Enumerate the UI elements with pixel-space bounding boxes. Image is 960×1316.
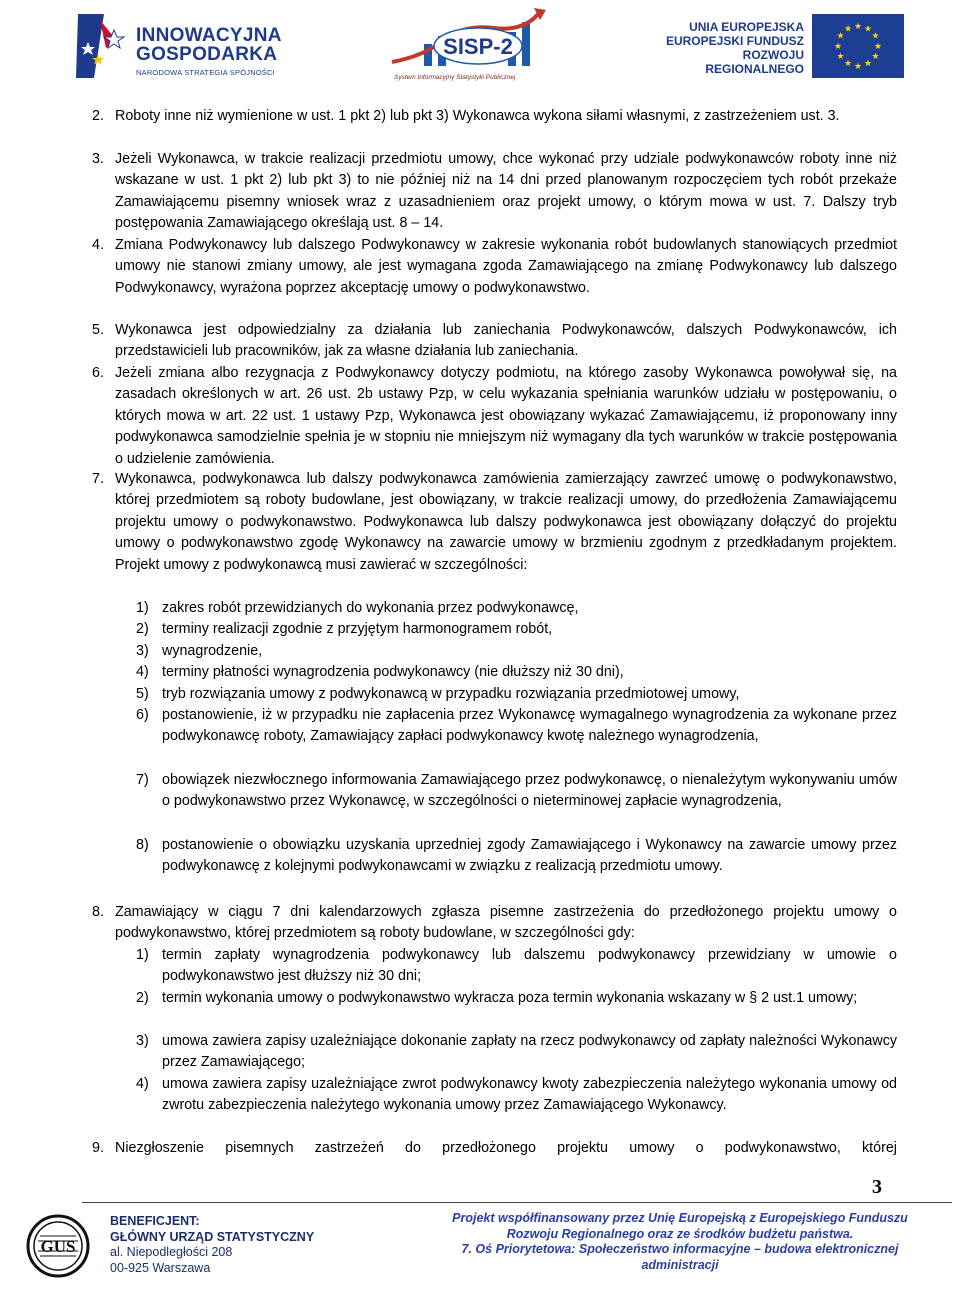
sub-item-number: 3) (136, 642, 149, 659)
ig-title-line1: INNOWACYJNA (136, 25, 282, 46)
svg-text:★: ★ (836, 31, 845, 42)
ue-line1: UNIA EUROPEJSKA (689, 20, 804, 34)
page-header (0, 0, 960, 92)
item-number: 3. (92, 151, 104, 167)
item-text: Jeżeli Wykonawca, w trakcie realizacji przedmiotu umowy, chce wykonać przy udziale podwykonawców roboty inne niż wskazane w ust. 1 pkt 2) lub pkt 3) to nie później niż na 14 dni przed planowanym rozpoczęciem tych robót przekaże Zamawiającemu pisemny wniosek wraz z uzasadnieniem oraz projekt umowy, o którym mowa w ust. 7. Dalszy tryb postępowania Zamawiającego określają ust. 8 – 14. (115, 151, 897, 232)
sub-item-number: 4) (136, 1076, 149, 1092)
sub-item-number: 6) (136, 707, 149, 723)
sub-item-text: terminy realizacji zgodnie z przyjętym harmonogramem robót, (162, 621, 553, 638)
beneficiary-label: BENEFICJENT: (110, 1214, 200, 1228)
eu-logo (646, 14, 908, 82)
item-text: Wykonawca jest odpowiedzialny za działania lub zaniechania Podwykonawców, dalszych Podwykonawców, ich przedstawicieli lub pracowników, jak za własne działania lub zaniechania. (115, 322, 897, 360)
svg-text:★: ★ (843, 59, 853, 69)
svg-text:★: ★ (863, 59, 873, 69)
cofinancing-line-4: administracji (641, 1257, 719, 1272)
sub-item-number: 8) (136, 837, 149, 853)
item-text: Zamawiający w ciągu 7 dni kalendarzowych zgłasza pisemne zastrzeżenia do przedłożonego projektu umowy o podwykonawstwo, której przedmiotem są roboty budowlane, w szczególności gdy: (115, 904, 897, 942)
sub-item-text: postanowienie o obowiązku uzyskania uprzedniej zgody Zamawiającego i Wykonawcy na zawarcie umowy przez podwykonawcę z kolejnymi podwykonawcami w związku z realizacją przedmiotu umowy. (162, 837, 897, 875)
sisp-2-logo (384, 6, 554, 86)
cofinancing-note (430, 1211, 930, 1273)
sisp-chart-icon (384, 6, 554, 74)
item-number: 4. (92, 237, 104, 253)
innowacyjna-gospodarka-logo (74, 12, 304, 82)
sub-item-number: 2) (136, 990, 149, 1006)
ue-line3: ROZWOJU REGIONALNEGO (705, 48, 804, 76)
sisp-subtitle: System Informacyjny Statystyki Publicznej (394, 74, 516, 81)
svg-text:★: ★ (871, 52, 880, 62)
svg-text:★: ★ (871, 31, 880, 42)
item-number: 9. (92, 1140, 104, 1156)
beneficiary-address-1: al. Niepodległości 208 (110, 1245, 233, 1259)
sub-item-number: 5) (136, 685, 149, 702)
gus-logo-icon (26, 1214, 90, 1278)
item-number: 6. (92, 365, 104, 381)
ig-title-line2: GOSPODARKA (136, 44, 278, 65)
sub-item-text: terminy płatności wynagrodzenia podwykonawcy (nie dłuższy niż 30 dni), (162, 664, 624, 681)
svg-text:★: ★ (836, 52, 845, 62)
ue-line2: EUROPEJSKI FUNDUSZ (665, 34, 804, 48)
item-text: Niezgłoszenie pisemnych zastrzeżeń do przedłożonego projektu umowy o podwykonawstwo, której (115, 1140, 897, 1156)
sub-item-text: umowa zawiera zapisy uzależniające dokonanie zapłaty na rzecz podwykonawcy od zapłaty należności Wykonawcy przez Zamawiającego; (162, 1033, 897, 1071)
item-number: 7. (92, 471, 104, 487)
cofinancing-line-1: Projekt współfinansowany przez Unię Europejską z Europejskiego Funduszu (452, 1211, 908, 1225)
sub-item-number: 2) (136, 621, 149, 638)
item-number: 5. (92, 322, 104, 338)
beneficiary-name: GŁÓWNY URZĄD STATYSTYCZNY (110, 1229, 315, 1244)
sub-item-text: termin wykonania umowy o podwykonawstwo wykracza poza termin wykonania wskazany w § 2 ust.1 umowy; (162, 990, 858, 1006)
sub-item-text: tryb rozwiązania umowy z podwykonawcą w przypadku rozwiązania przedmiotowej umowy, (162, 685, 740, 702)
beneficiary-block (110, 1214, 314, 1276)
sub-item-number: 3) (136, 1033, 149, 1049)
cofinancing-line-2: Rozwoju Regionalnego oraz ze środków budżetu państwa. (506, 1226, 854, 1241)
svg-text:★: ★ (853, 22, 863, 32)
item-number: 2. (92, 108, 104, 124)
svg-text:★: ★ (863, 24, 873, 35)
item-text: Jeżeli zmiana albo rezygnacja z Podwykonawcy dotyczy podmiotu, na którego zasoby Wykonawca powoływał się, na zasadach określonych w art. 26 ust. 2b ustawy Pzp, w celu wykazania spełniania warunków udziału w postępowaniu, o których mowa w art. 22 ust. 1 ustawy Pzp, Wykonawca jest obowiązany wykazać Zamawiającemu, iż proponowany inny podwykonawca samodzielnie spełnia je w stopniu nie mniejszym niż wymagany dla tych warunków w trakcie postępowania o udzielenie zamówienia. (115, 365, 897, 467)
svg-text:★: ★ (873, 42, 883, 52)
sub-item-text: zakres robót przewidzianych do wykonania przez podwykonawcę, (162, 600, 579, 616)
sub-item-text: obowiązek niezwłocznego informowania Zamawiającego przez podwykonawcę, o nienależytym wykonywaniu umów o podwykonawstwo przez Wykonawcę, w szczególności o nieterminowej zapłacie wynagrodzenia, (162, 772, 897, 810)
ig-emblem-icon (74, 12, 132, 82)
cofinancing-line-3: 7. Oś Priorytetowa: Społeczeństwo informacyjne – budowa elektronicznej (461, 1242, 899, 1256)
sub-item-text: umowa zawiera zapisy uzależniające zwrot podwykonawcy kwoty zabezpieczenia należytego wykonania umowy od zwrotu zabezpieczenia należytego wykonania umowy przez Zamawiającego Wykonawcy. (162, 1076, 897, 1114)
svg-text:★: ★ (833, 42, 843, 52)
sub-item-number: 1) (136, 600, 149, 616)
footer-divider (82, 1202, 952, 1203)
sub-item-number: 7) (136, 772, 149, 788)
sub-item-text: postanowienie, iż w przypadku nie zapłacenia przez Wykonawcę wymagalnego wynagrodzenia za wykonane przez podwykonawcę roboty, Zamawiający zapłaci podwykonawcy kwotę należnego wynagrodzenia, (162, 707, 897, 745)
item-number: 8. (92, 904, 104, 920)
svg-text:★: ★ (843, 24, 853, 35)
beneficiary-address-2: 00-925 Warszawa (110, 1260, 211, 1275)
gus-logo-text: GUS (40, 1237, 76, 1256)
eu-flag-icon (812, 14, 904, 78)
sub-item-text: termin zapłaty wynagrodzenia podwykonawcy lub dalszemu podwykonawcy przewidziany w umowie o podwykonawstwo jest dłuższy niż 30 dni; (162, 947, 897, 985)
svg-text:★: ★ (853, 62, 863, 72)
page-number: 3 (872, 1176, 882, 1198)
sisp-title: SISP-2 (443, 34, 513, 59)
item-text: Roboty inne niż wymienione w ust. 1 pkt 2) lub pkt 3) Wykonawca wykona siłami własnymi, z zastrzeżeniem ust. 3. (115, 108, 840, 124)
sub-item-number: 1) (136, 947, 149, 963)
sub-item-number: 4) (136, 664, 149, 681)
item-text: Wykonawca, podwykonawca lub dalszy podwykonawca zamówienia zamierzający zawrzeć umowę o podwykonawstwo, której przedmiotem są roboty budowlane, jest obowiązany, w trakcie realizacji umowy, do przedłożenia Zamawiającemu projektu umowy o podwykonawstwo. Podwykonawca lub dalszy podwykonawca jest obowiązany dołączyć do projektu umowy o podwykonawstwo zgodę Wykonawcy na zawarcie umowy w brzmieniu zgodnym z przedkładanym projektem. Projekt umowy z podwykonawcą musi zawierać w szczególności: (115, 471, 897, 573)
item-text: Zmiana Podwykonawcy lub dalszego Podwykonawcy w zakresie wykonania robót budowlanych stanowiących przedmiot umowy nie stanowi zmiany umowy, ale jest wymagana zgoda Zamawiającego na zmianę Podwykonawcy lub dalszego Podwykonawcy, wyrażona poprzez akceptację umowy o podwykonawstwo. (115, 237, 897, 296)
sub-item-text: wynagrodzenie, (162, 642, 263, 659)
ig-subtitle: NARODOWA STRATEGIA SPÓJNOŚCI (136, 68, 275, 77)
